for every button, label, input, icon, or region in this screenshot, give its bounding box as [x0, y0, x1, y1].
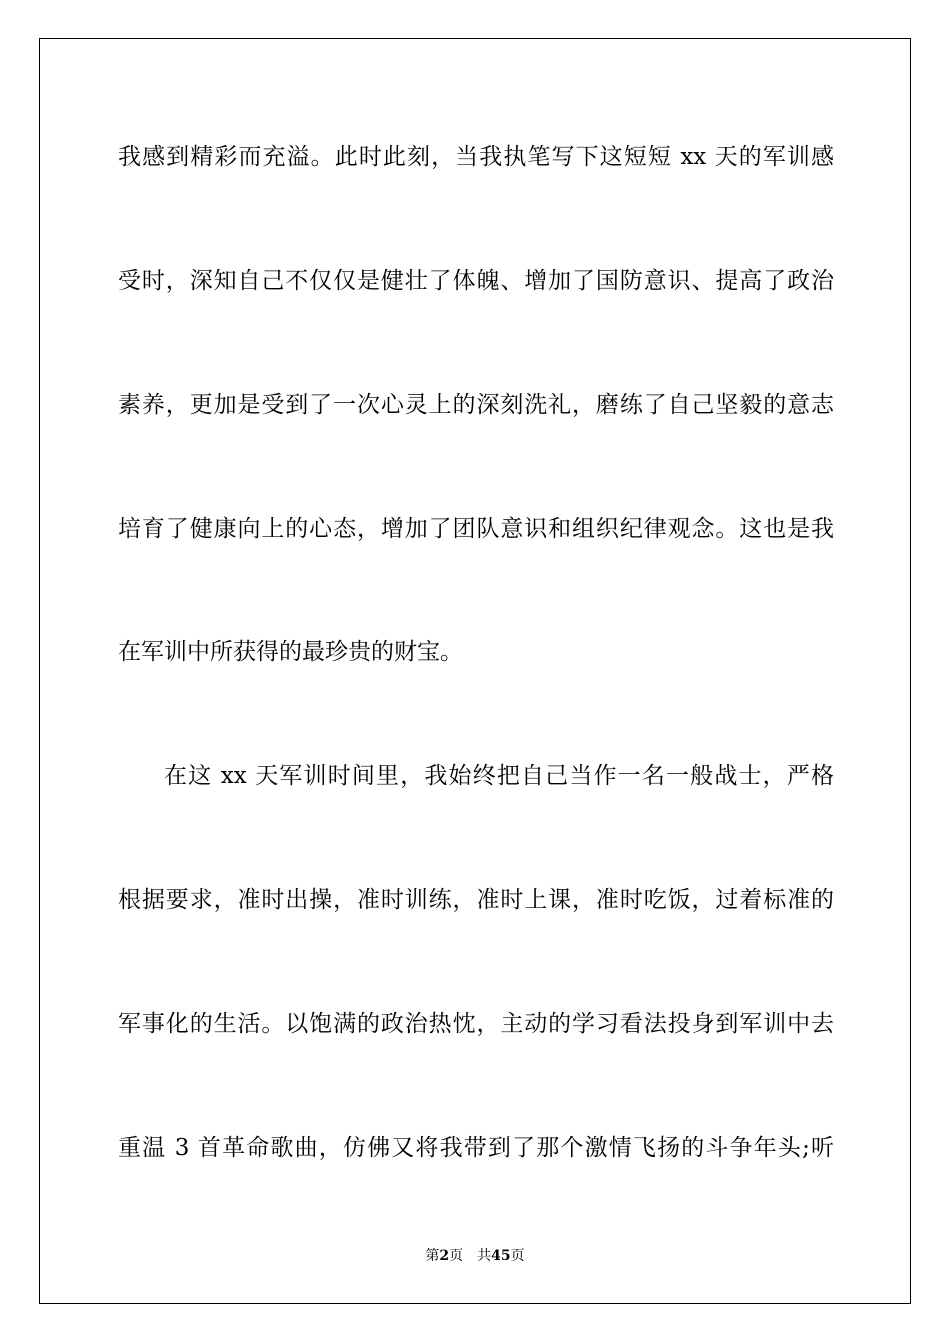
text-line: 根据要求，准时出操，准时训练，准时上课，准时吃饭，过着标准的	[118, 887, 834, 913]
text-line: 我感到精彩而充溢。此时此刻，当我执笔写下这短短 xx 天的军训感	[118, 144, 834, 170]
text-line: 培育了健康向上的心态，增加了团队意识和组织纪律观念。这也是我	[118, 516, 834, 542]
text-line: 在军训中所获得的最珍贵的财宝。	[118, 639, 463, 665]
page-footer	[0, 1246, 950, 1266]
text-line: 受时，深知自己不仅仅是健壮了体魄、增加了国防意识、提高了政治	[118, 268, 834, 294]
text-line: 军事化的生活。以饱满的政治热忱，主动的学习看法投身到军训中去	[118, 1011, 834, 1037]
total-label-prefix: 共	[477, 1248, 492, 1264]
page-label-suffix: 页	[449, 1248, 464, 1264]
text-line: 重温 3 首革命歌曲，仿佛又将我带到了那个激情飞扬的斗争年头;听	[118, 1135, 834, 1161]
page-number: 2	[439, 1248, 450, 1264]
page-label-prefix: 第	[425, 1248, 440, 1264]
total-pages: 45	[491, 1248, 511, 1264]
text-line: 素养，更加是受到了一次心灵上的深刻洗礼，磨练了自己坚毅的意志	[118, 392, 834, 418]
total-label-suffix: 页	[510, 1248, 525, 1264]
text-line-paragraph-start: 在这 xx 天军训时间里，我始终把自己当作一名一般战士，严格	[164, 763, 834, 789]
